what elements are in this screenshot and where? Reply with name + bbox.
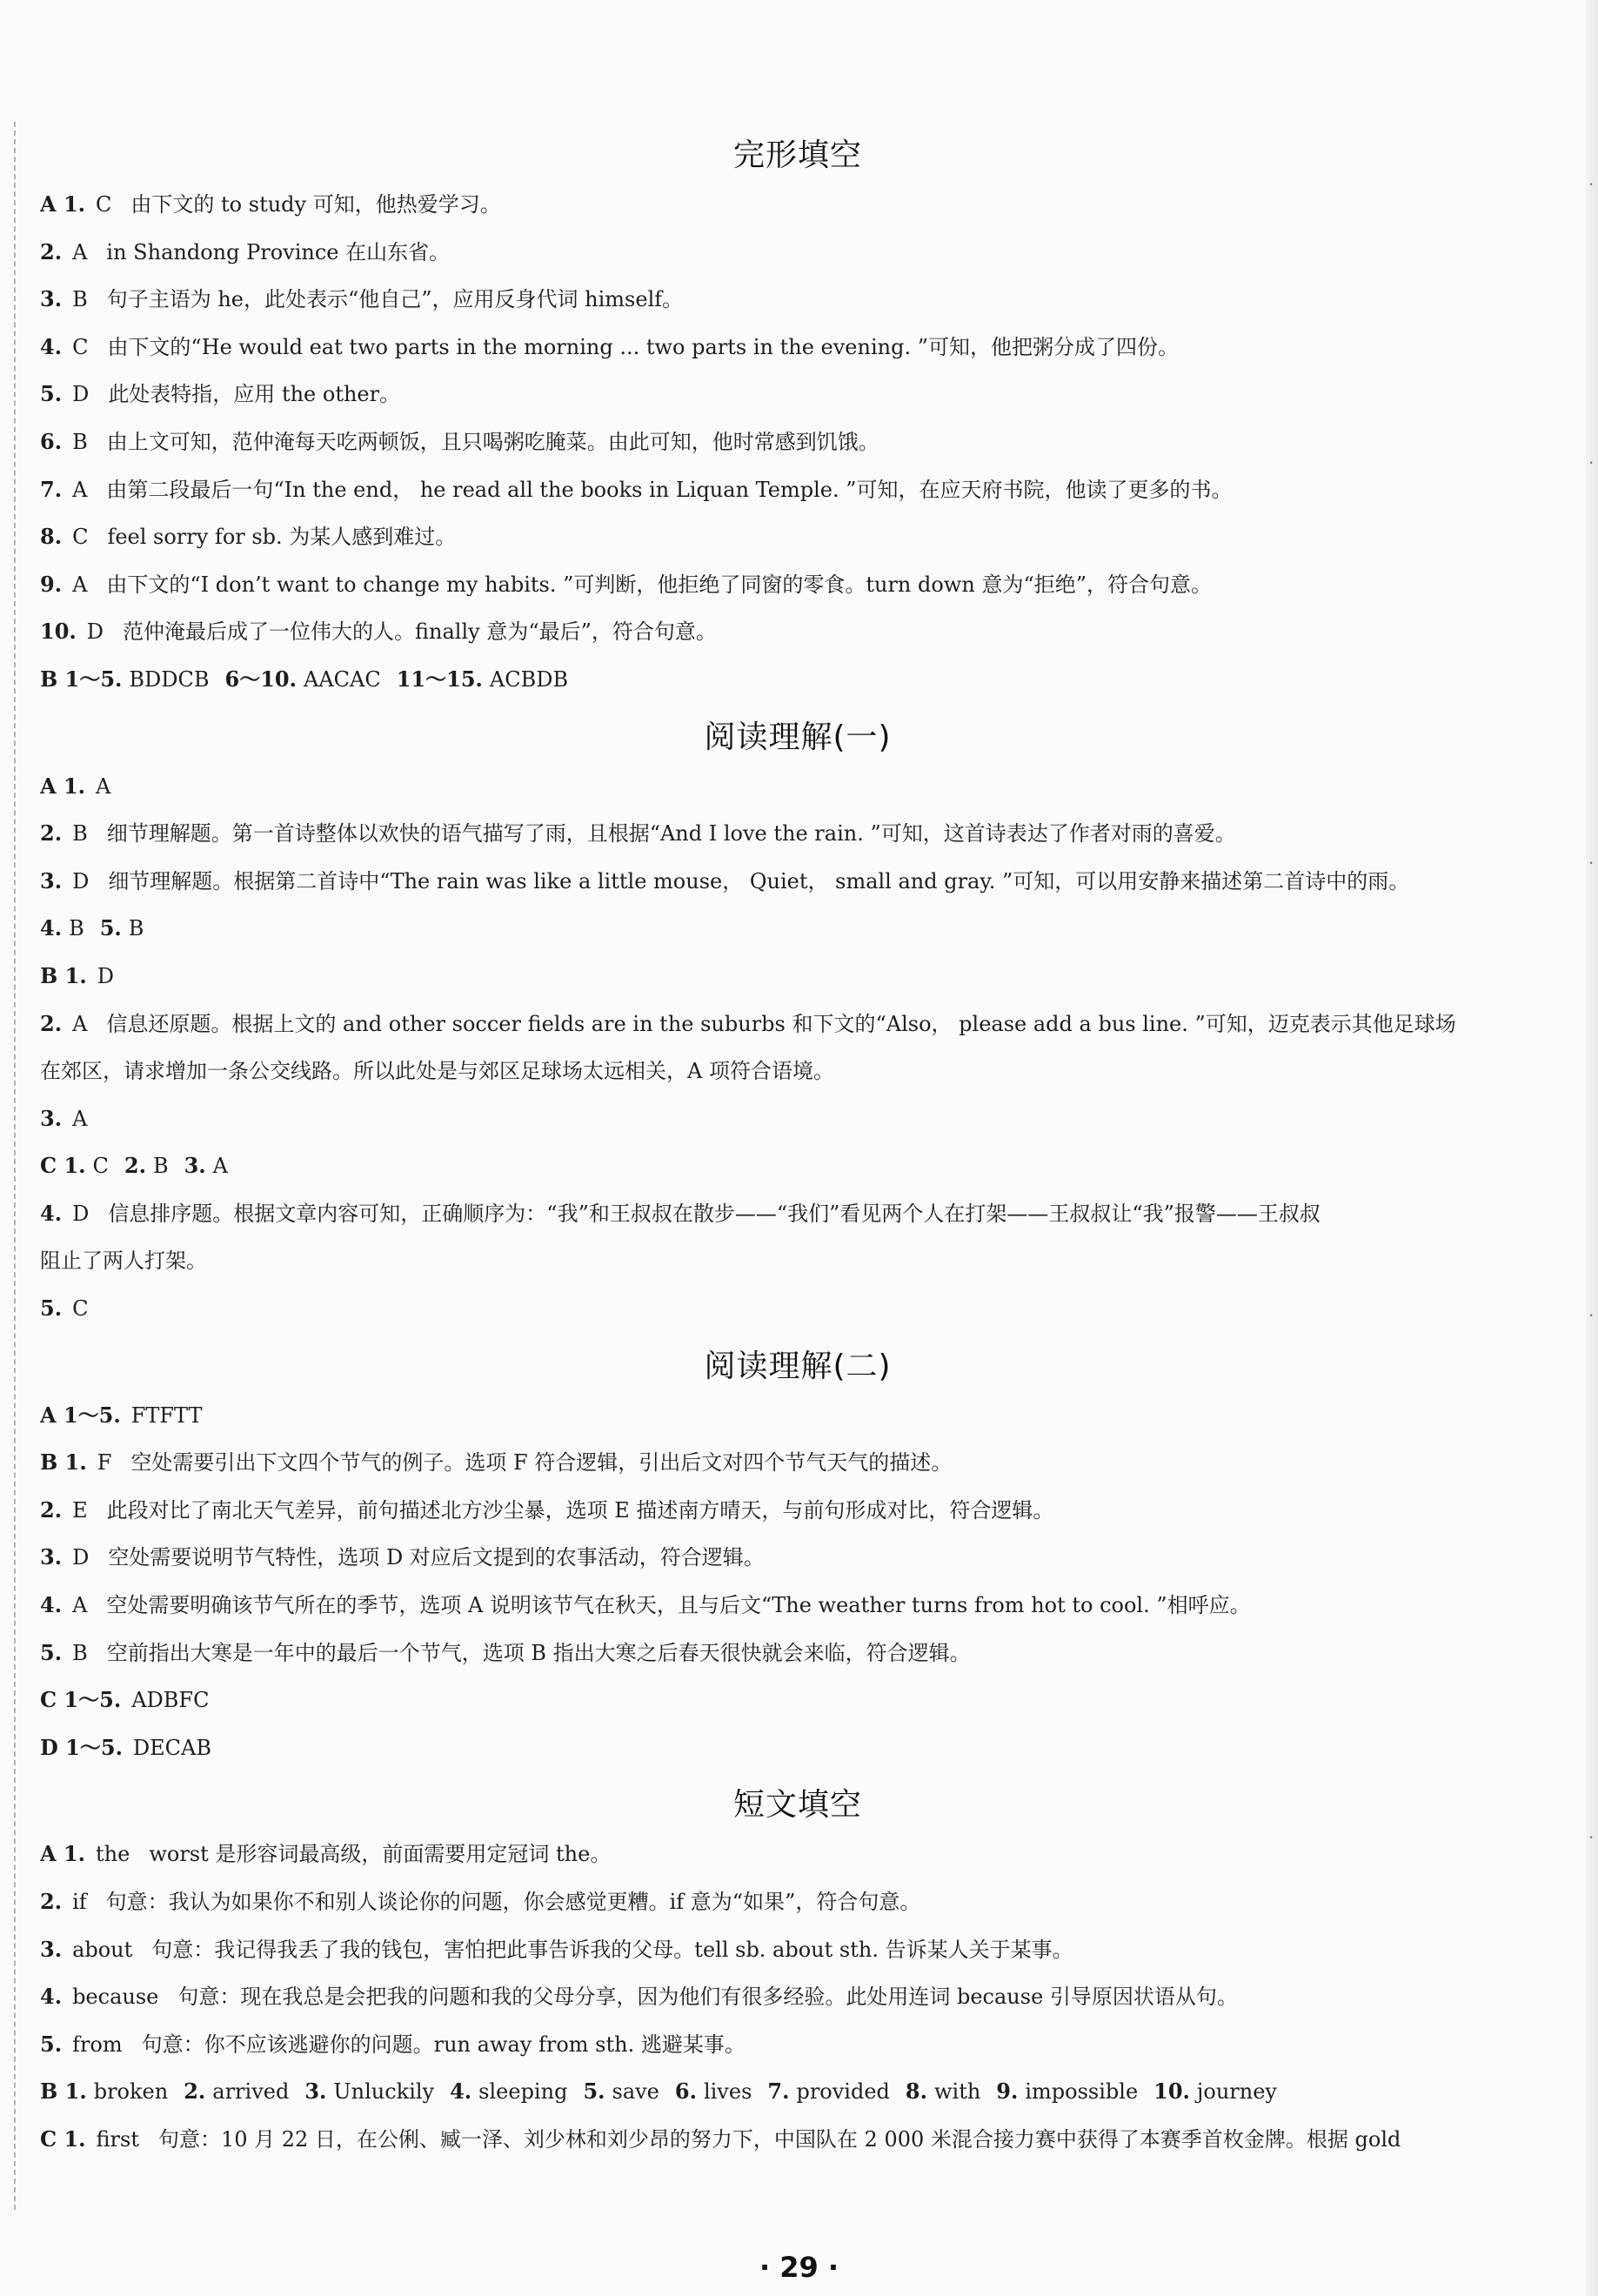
answer-value: arrived <box>212 2079 290 2105</box>
answer-value: C <box>72 1296 89 1322</box>
section-3 <box>40 1780 1555 2163</box>
answer-group <box>583 2079 659 2104</box>
answer-value: broken <box>93 2079 169 2105</box>
answer-value: D <box>72 382 90 407</box>
answer-value: A <box>72 1593 88 1618</box>
explanation-text: 范仲淹最后成了一位伟大的人。finally 意为“最后”，符合句意。 <box>123 619 717 645</box>
section-1 <box>40 713 1555 1333</box>
answer-value: from <box>72 2032 123 2057</box>
explanation-text: 信息排序题。根据文章内容可知，正确顺序为：“我”和王叔叔在散步——“我们”看见两个人在打架——王叔叔让“我”报警——王叔叔 <box>108 1201 1321 1226</box>
question-number: 9. <box>40 571 63 597</box>
question-number: 4. <box>40 1592 63 1618</box>
answer-line <box>40 1392 1555 1440</box>
answer-group <box>996 2079 1138 2104</box>
question-number: 11～15. <box>396 666 483 692</box>
explanation-text: 细节理解题。第一首诗整体以欢快的语气描写了雨，且根据“And I love the rain. ”可知，这首诗表达了作者对雨的喜爱。 <box>106 821 1236 847</box>
explanation-text: 由第二段最后一句“In the end， he read all the books in Liquan Temple. ”可知，在应天府书院，他读了更多的书。 <box>106 477 1233 502</box>
answer-group <box>906 2079 980 2104</box>
answer-value: C <box>72 334 89 359</box>
question-number: 10. <box>40 619 77 645</box>
explanation-text: 空处需要说明节气特性，选项 D 对应后文提到的农事活动，符合逻辑。 <box>108 1545 765 1570</box>
answer-key-content <box>40 131 1555 2172</box>
answer-line <box>40 1724 1555 1772</box>
explanation-text: 信息还原题。根据上文的 and other soccer fields are in the suburbs 和下文的“Also， please add a bus line. ”可知，迈克表示其他足球场 <box>106 1011 1456 1036</box>
answer-line <box>40 656 1555 704</box>
answer-value: sleeping <box>478 2079 568 2105</box>
explanation-text: 此段对比了南北天气差异，前句描述北方沙尘暴，选项 E 描述南方晴天，与前句形成对比，符合逻辑。 <box>106 1497 1054 1523</box>
answer-group <box>40 1154 109 1178</box>
question-number: C 1. <box>40 2125 86 2152</box>
answer-line <box>40 1095 1555 1143</box>
question-number: 6. <box>674 2078 697 2105</box>
answer-line <box>40 1534 1555 1582</box>
question-number: 3. <box>40 1544 63 1570</box>
section-title: 完形填空 <box>732 137 862 173</box>
answer-line <box>40 608 1555 656</box>
explanation-text: 句意：我记得我丢了我的钱包，害怕把此事告诉我的父母。tell sb. about sth. 告诉某人关于某事。 <box>151 1937 1073 1962</box>
explanation-text: 句子主语为 he，此处表示“他自己”，应用反身代词 himself。 <box>106 287 684 312</box>
answer-group <box>675 2079 752 2104</box>
answer-line <box>40 1285 1555 1333</box>
question-number: 5. <box>40 1639 63 1665</box>
question-number: 6. <box>40 428 63 454</box>
answer-line <box>40 324 1555 372</box>
answer-value: C <box>92 1154 109 1179</box>
answer-line <box>40 1142 1555 1190</box>
question-number: B 1. <box>40 1449 87 1476</box>
answer-line <box>40 371 1555 418</box>
answer-line-continued <box>40 1048 1555 1095</box>
answer-group <box>40 2079 168 2104</box>
answer-group <box>304 2079 434 2104</box>
answer-value: impossible <box>1025 2079 1139 2105</box>
answer-line <box>40 513 1555 561</box>
answer-value: A <box>72 477 88 502</box>
answer-line <box>40 763 1555 811</box>
answer-group <box>1153 2079 1277 2104</box>
answer-line <box>40 953 1555 1001</box>
question-number: 3. <box>40 1936 63 1962</box>
explanation-text: feel sorry for sb. 为某人感到难过。 <box>107 525 457 550</box>
answer-group <box>40 667 210 692</box>
explanation-text: 阻止了两人打架。 <box>40 1248 207 1274</box>
page-number: · 29 · <box>759 2251 839 2284</box>
answer-value: DECAB <box>132 1735 212 1760</box>
question-number: 8. <box>40 524 63 550</box>
answer-group <box>397 667 568 692</box>
question-number: A 1. <box>40 1841 86 1867</box>
answer-group <box>124 1154 169 1178</box>
question-number: 2. <box>40 1010 63 1036</box>
answer-value: FTFTT <box>130 1402 203 1428</box>
answer-line <box>40 905 1555 953</box>
answer-value: lives <box>703 2079 752 2105</box>
question-number: 4. <box>450 2078 472 2105</box>
question-number: C 1. <box>40 1153 86 1179</box>
answer-value: journey <box>1196 2079 1277 2105</box>
explanation-text: 句意：我认为如果你不和别人谈论你的问题，你会感觉更糟。if 意为“如果”，符合句意。 <box>105 1890 921 1914</box>
answer-value: B <box>152 1154 169 1179</box>
answer-value: provided <box>796 2079 890 2105</box>
answer-line <box>40 466 1555 514</box>
question-number: A 1. <box>40 773 86 799</box>
answer-line <box>40 1831 1555 1878</box>
answer-value: first <box>96 2126 139 2152</box>
explanation-text: 句意：现在我总是会把我的问题和我的父母分享，因为他们有很多经验。此处用连词 because 引导原因状语从句。 <box>177 1985 1238 2010</box>
question-number: 7. <box>40 476 63 502</box>
question-number: 3. <box>40 867 63 894</box>
answer-value: D <box>72 1545 90 1570</box>
question-number: 2. <box>40 238 63 264</box>
question-number: 9. <box>996 2078 1019 2105</box>
answer-value: B <box>128 916 144 941</box>
answer-value: the <box>96 1842 130 1867</box>
answer-value: D <box>97 963 114 988</box>
question-number: 5. <box>40 2031 63 2057</box>
answer-line <box>40 1487 1555 1535</box>
section-title: 短文填空 <box>732 1787 862 1824</box>
question-number: 10. <box>1153 2078 1190 2105</box>
answer-line <box>40 1878 1555 1926</box>
explanation-text: 句意：10 月 22 日，在公俐、臧一泽、刘少林和刘少昂的努力下，中国队在 2 000 米混合接力赛中获得了本赛季首枚金牌。根据 gold <box>157 2126 1401 2152</box>
answer-value: A <box>72 572 88 597</box>
question-number: 8. <box>905 2078 927 2105</box>
answer-line <box>40 1190 1555 1238</box>
answer-line <box>40 1439 1555 1487</box>
explanation-text: 句意：你不应该逃避你的问题。run away from sth. 逃避某事。 <box>141 2032 746 2057</box>
answer-value: B <box>72 821 88 847</box>
question-number: 4. <box>40 915 63 941</box>
binding-dashed-rule <box>14 122 16 2210</box>
explanation-text: 由下文的“I don’t want to change my habits. ”可判断，他拒绝了同窗的零食。turn down 意为“拒绝”，符合句意。 <box>106 572 1212 597</box>
answer-value: AACAC <box>303 666 381 692</box>
question-number: 5. <box>40 381 63 407</box>
answer-value: B <box>72 429 88 454</box>
question-number: 3. <box>304 2078 327 2105</box>
answer-value: ADBFC <box>131 1688 210 1713</box>
question-number: B 1. <box>40 962 87 988</box>
question-number: 5. <box>40 1295 63 1322</box>
section-title: 阅读理解(二) <box>704 1348 892 1384</box>
question-number: 2. <box>124 1153 146 1179</box>
question-number: 2. <box>40 1496 63 1523</box>
answer-line-continued <box>40 1237 1555 1285</box>
answer-value: A <box>96 773 111 799</box>
answer-value: about <box>72 1937 133 1962</box>
explanation-text: 空前指出大寒是一年中的最后一个节气，选项 B 指出大寒之后春天很快就会来临，符合逻辑。 <box>106 1640 971 1665</box>
question-number: 2. <box>40 820 63 847</box>
answer-value: Unluckily <box>333 2079 435 2105</box>
question-number: 4. <box>40 333 63 359</box>
answer-value: D <box>72 1201 90 1226</box>
answer-line <box>40 810 1555 858</box>
explanation-text: 此处表特指，应用 the other。 <box>108 382 401 407</box>
answer-line <box>40 1677 1555 1724</box>
explanation-text: 空处需要引出下文四个节气的例子。选项 F 符合逻辑，引出后文对四个节气天气的描述。 <box>130 1450 953 1476</box>
answer-value: if <box>72 1890 87 1914</box>
answer-value: D <box>72 868 90 894</box>
answer-value: A <box>72 1011 88 1036</box>
answer-line <box>40 181 1555 229</box>
answer-line <box>40 2068 1555 2116</box>
explanation-text: worst 是形容词最高级，前面需要用定冠词 the。 <box>149 1842 612 1867</box>
question-number: 7. <box>767 2078 790 2105</box>
answer-line <box>40 1926 1555 1974</box>
explanation-text: 由下文的“He would eat two parts in the morning ... two parts in the evening. ”可知，他把粥分成了四份。 <box>107 334 1179 359</box>
answer-line <box>40 1001 1555 1048</box>
answer-value: D <box>86 619 104 645</box>
section-title: 阅读理解(一) <box>704 719 892 755</box>
question-number: 3. <box>40 1105 63 1131</box>
adjacent-page-edge: · · · · · <box>1586 0 1598 2296</box>
question-number: A 1～5. <box>40 1402 121 1428</box>
answer-value: C <box>96 192 112 217</box>
answer-line <box>40 1582 1555 1630</box>
question-number: A 1. <box>40 191 86 217</box>
question-number: B 1. <box>40 2078 87 2105</box>
answer-value: A <box>72 1106 88 1131</box>
answer-line <box>40 2116 1555 2164</box>
explanation-text: 细节理解题。根据第二首诗中“The rain was like a little mouse， Quiet， small and gray. ”可知，可以用安静来描述第二首诗中的雨。 <box>108 868 1410 894</box>
answer-line <box>40 276 1555 324</box>
explanation-text: 由下文的 to study 可知，他热爱学习。 <box>130 192 501 217</box>
answer-group <box>184 1154 228 1178</box>
answer-value: F <box>97 1450 112 1476</box>
question-number: 2. <box>40 1889 63 1914</box>
question-number: D 1～5. <box>40 1734 123 1760</box>
explanation-text: 由上文可知，范仲淹每天吃两顿饭，且只喝粥吃腌菜。由此可知，他时常感到饥饿。 <box>106 429 879 454</box>
answer-value: B <box>72 1640 88 1665</box>
question-number: 4. <box>40 1200 63 1226</box>
explanation-text: in Shandong Province 在山东省。 <box>106 239 451 264</box>
answer-value: B <box>69 916 84 941</box>
answer-line <box>40 2021 1555 2069</box>
answer-group <box>184 2079 289 2104</box>
question-number: 5. <box>583 2078 605 2105</box>
answer-value: C <box>72 525 89 550</box>
answer-group <box>40 916 84 940</box>
explanation-text: 在郊区，请求增加一条公交线路。所以此处是与郊区足球场太远相关，A 项符合语境。 <box>40 1059 834 1084</box>
explanation-text: 空处需要明确该节气所在的季节，选项 A 说明该节气在秋天，且与后文“The weather turns from hot to cool. ”相呼应。 <box>106 1593 1251 1618</box>
answer-value: ACBDB <box>489 666 569 692</box>
question-number: 3. <box>40 286 63 312</box>
answer-value: A <box>212 1154 228 1179</box>
question-number: 6～10. <box>224 666 297 692</box>
answer-value: because <box>72 1985 159 2010</box>
answer-group <box>225 667 381 692</box>
question-number: 4. <box>40 1984 63 2010</box>
answer-value: B <box>72 287 88 312</box>
answer-value: E <box>72 1497 88 1523</box>
answer-line <box>40 1973 1555 2021</box>
answer-value: with <box>933 2079 981 2105</box>
question-number: 2. <box>184 2078 206 2105</box>
section-2 <box>40 1342 1555 1772</box>
section-0 <box>40 131 1555 704</box>
question-number: B 1～5. <box>40 666 123 692</box>
answer-line <box>40 561 1555 609</box>
answer-line <box>40 418 1555 466</box>
answer-value: A <box>72 239 88 264</box>
answer-group <box>767 2079 890 2104</box>
answer-group <box>100 916 144 940</box>
answer-line <box>40 858 1555 906</box>
answer-line <box>40 229 1555 277</box>
question-number: 3. <box>184 1153 206 1179</box>
answer-value: save <box>612 2079 659 2105</box>
question-number: 5. <box>99 915 122 941</box>
question-number: C 1～5. <box>40 1687 122 1713</box>
answer-group <box>450 2079 567 2104</box>
answer-value: BDDCB <box>129 666 210 692</box>
answer-line <box>40 1630 1555 1677</box>
